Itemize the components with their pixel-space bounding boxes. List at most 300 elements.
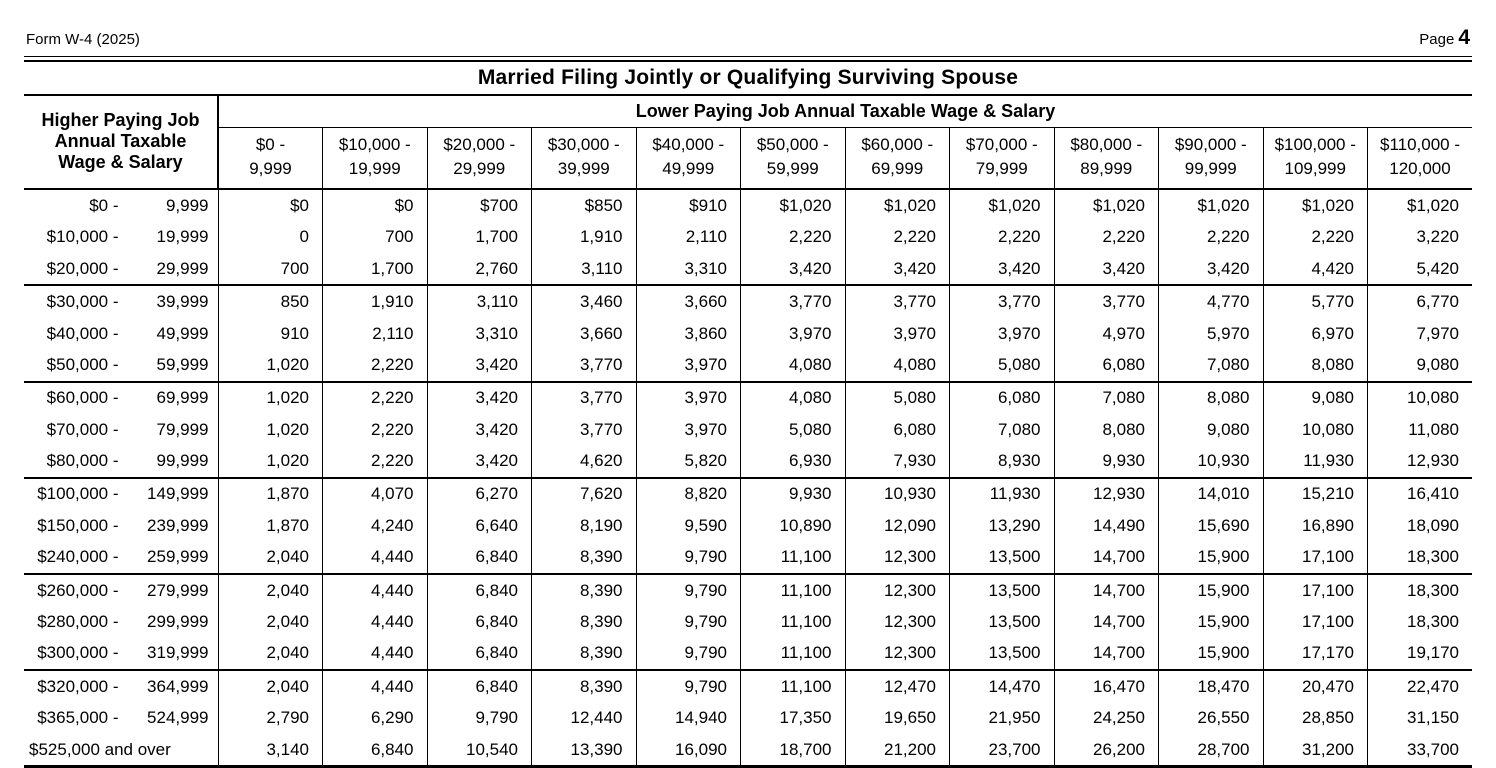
row-range-from: $10,000 - xyxy=(46,227,119,247)
wage-value-cell: 13,500 xyxy=(950,574,1055,606)
column-header-range-from: $10,000 - xyxy=(338,135,411,154)
table-row xyxy=(24,703,1472,734)
wage-value-cell: 4,620 xyxy=(532,445,637,477)
wage-value-cell: 11,930 xyxy=(1263,445,1368,477)
column-header xyxy=(1159,128,1264,190)
wage-value-cell: 16,090 xyxy=(636,734,741,767)
wage-value-cell: 10,930 xyxy=(845,478,950,510)
wage-value-cell: $1,020 xyxy=(1054,189,1159,221)
wage-value-cell: 18,300 xyxy=(1368,574,1473,606)
wage-value-cell: 12,300 xyxy=(845,542,950,574)
wage-value-cell: 8,390 xyxy=(532,542,637,574)
wage-value-cell: 12,300 xyxy=(845,606,950,637)
row-range-to: 239,999 xyxy=(147,515,209,535)
row-range-label xyxy=(24,253,218,285)
wage-value-cell: 10,890 xyxy=(741,510,846,541)
wage-value-cell: 6,080 xyxy=(1054,349,1159,381)
table-row xyxy=(24,285,1472,317)
table-row xyxy=(24,478,1472,510)
column-header-range-to: 120,000 xyxy=(1389,159,1451,179)
table-row xyxy=(24,638,1472,670)
row-range-label xyxy=(24,414,218,445)
column-header xyxy=(532,128,637,190)
column-header xyxy=(636,128,741,190)
wage-value-cell: 9,930 xyxy=(741,478,846,510)
row-range-label xyxy=(24,638,218,670)
wage-value-cell: 9,790 xyxy=(636,670,741,702)
wage-value-cell: 2,790 xyxy=(218,703,323,734)
wage-value-cell: 3,770 xyxy=(532,382,637,414)
wage-value-cell: 1,020 xyxy=(218,414,323,445)
column-header-range-to: 99,999 xyxy=(1184,159,1237,179)
table-title: Married Filing Jointly or Qualifying Surviving Spouse xyxy=(477,66,1019,89)
wage-value-cell: 15,900 xyxy=(1159,574,1264,606)
wage-value-cell: 2,220 xyxy=(323,382,428,414)
row-range-from: $280,000 - xyxy=(37,612,119,632)
wage-value-cell: 3,970 xyxy=(636,382,741,414)
row-range-to: 299,999 xyxy=(147,612,209,632)
wage-value-cell: 9,790 xyxy=(427,703,532,734)
row-range-from: $365,000 - xyxy=(37,708,119,728)
wage-value-cell: 5,080 xyxy=(741,414,846,445)
row-range-label xyxy=(24,606,218,637)
wage-value-cell: $1,020 xyxy=(950,189,1055,221)
row-range-label-text xyxy=(24,259,218,279)
column-header xyxy=(323,128,428,190)
wage-value-cell: $700 xyxy=(427,189,532,221)
wage-value-cell: 2,220 xyxy=(323,349,428,381)
wage-value-cell: 7,930 xyxy=(845,445,950,477)
column-header-range-from: $80,000 - xyxy=(1070,135,1143,154)
wage-value-cell: 4,420 xyxy=(1263,253,1368,285)
wage-value-cell: 12,090 xyxy=(845,510,950,541)
row-range-from: $70,000 - xyxy=(46,419,119,439)
wage-value-cell: 26,550 xyxy=(1159,703,1264,734)
wage-value-cell: 31,150 xyxy=(1368,703,1473,734)
table-row xyxy=(24,445,1472,477)
wage-value-cell: 4,080 xyxy=(741,349,846,381)
row-range-to: 259,999 xyxy=(147,547,209,567)
wage-value-cell: 7,080 xyxy=(1159,349,1264,381)
wage-value-cell: 5,770 xyxy=(1263,285,1368,317)
column-header-range-to: 59,999 xyxy=(766,159,819,179)
wage-value-cell: 8,390 xyxy=(532,670,637,702)
wage-value-cell: 8,390 xyxy=(532,606,637,637)
page-word: Page xyxy=(1419,31,1455,48)
column-header-row xyxy=(24,128,1472,190)
wage-value-cell: 11,080 xyxy=(1368,414,1473,445)
wage-value-cell: 6,840 xyxy=(427,606,532,637)
row-range-label-text xyxy=(24,451,218,471)
column-header-range-to: 39,999 xyxy=(557,159,610,179)
table-row xyxy=(24,189,1472,221)
wage-value-cell: 18,300 xyxy=(1368,542,1473,574)
wage-value-cell: 3,420 xyxy=(1159,253,1264,285)
table-row xyxy=(24,382,1472,414)
wage-value-cell: 2,110 xyxy=(323,318,428,349)
table-row xyxy=(24,349,1472,381)
wage-value-cell: 6,080 xyxy=(950,382,1055,414)
wage-value-cell: 17,100 xyxy=(1263,574,1368,606)
wage-value-cell: 2,220 xyxy=(950,222,1055,253)
wage-table xyxy=(24,94,1472,768)
table-row xyxy=(24,253,1472,285)
row-range-from: $525,000 and over xyxy=(29,739,171,759)
wage-value-cell: 3,110 xyxy=(532,253,637,285)
row-range-to: 39,999 xyxy=(156,292,209,312)
wage-value-cell: 3,970 xyxy=(950,318,1055,349)
table-row xyxy=(24,734,1472,767)
wage-value-cell: 3,770 xyxy=(950,285,1055,317)
row-range-from: $300,000 - xyxy=(37,643,119,663)
row-range-from: $320,000 - xyxy=(37,676,119,696)
wage-value-cell: 11,930 xyxy=(950,478,1055,510)
wage-value-cell: 4,080 xyxy=(845,349,950,381)
wage-value-cell: 3,970 xyxy=(636,349,741,381)
wage-value-cell: 3,460 xyxy=(532,285,637,317)
wage-value-cell: 8,080 xyxy=(1054,414,1159,445)
row-range-to: 19,999 xyxy=(156,227,209,247)
wage-value-cell: 9,080 xyxy=(1159,414,1264,445)
wage-value-cell: 15,210 xyxy=(1263,478,1368,510)
wage-value-cell: 17,100 xyxy=(1263,542,1368,574)
wage-value-cell: 12,300 xyxy=(845,574,950,606)
wage-value-cell: 3,970 xyxy=(845,318,950,349)
column-header-range-to: 109,999 xyxy=(1284,159,1346,179)
row-range-label xyxy=(24,382,218,414)
wage-value-cell: 21,950 xyxy=(950,703,1055,734)
row-range-label xyxy=(24,542,218,574)
row-range-from: $260,000 - xyxy=(37,580,119,600)
form-label: Form W-4 (2025) xyxy=(26,31,140,48)
row-range-label-text xyxy=(24,420,218,440)
wage-value-cell: 20,470 xyxy=(1263,670,1368,702)
wage-value-cell: 14,010 xyxy=(1159,478,1264,510)
wage-value-cell: 18,090 xyxy=(1368,510,1473,541)
wage-value-cell: 11,100 xyxy=(741,638,846,670)
row-range-label xyxy=(24,510,218,541)
column-header-range-from: $90,000 - xyxy=(1174,135,1247,154)
table-row xyxy=(24,222,1472,253)
wage-value-cell: 13,290 xyxy=(950,510,1055,541)
row-range-to: 29,999 xyxy=(156,258,209,278)
row-range-label xyxy=(24,222,218,253)
wage-value-cell: 3,420 xyxy=(427,414,532,445)
wage-value-cell: 13,500 xyxy=(950,638,1055,670)
row-range-label xyxy=(24,574,218,606)
row-range-label-text xyxy=(24,516,218,536)
row-range-label-text xyxy=(24,292,218,312)
wage-value-cell: 12,930 xyxy=(1368,445,1473,477)
wage-value-cell: 3,860 xyxy=(636,318,741,349)
wage-value-cell: 2,040 xyxy=(218,574,323,606)
wage-value-cell: 16,470 xyxy=(1054,670,1159,702)
wage-value-cell: 3,770 xyxy=(845,285,950,317)
wage-value-cell: 14,700 xyxy=(1054,606,1159,637)
wage-value-cell: 700 xyxy=(218,253,323,285)
wage-value-cell: 3,970 xyxy=(741,318,846,349)
wage-value-cell: 2,220 xyxy=(323,414,428,445)
wage-value-cell: 4,080 xyxy=(741,382,846,414)
wage-value-cell: 26,200 xyxy=(1054,734,1159,767)
wage-value-cell: 23,700 xyxy=(950,734,1055,767)
wage-value-cell: 5,080 xyxy=(845,382,950,414)
column-header-range-to: 79,999 xyxy=(975,159,1028,179)
column-header-range-to: 9,999 xyxy=(249,159,292,179)
column-header xyxy=(950,128,1055,190)
wage-value-cell: 9,930 xyxy=(1054,445,1159,477)
wage-value-cell: 8,930 xyxy=(950,445,1055,477)
row-range-to: 69,999 xyxy=(156,388,209,408)
wage-value-cell: 19,650 xyxy=(845,703,950,734)
wage-value-cell: $1,020 xyxy=(1263,189,1368,221)
wage-value-cell: 11,100 xyxy=(741,542,846,574)
wage-value-cell: 6,840 xyxy=(427,542,532,574)
row-range-label-text xyxy=(24,643,218,663)
row-range-label xyxy=(24,703,218,734)
column-header-range-from: $60,000 - xyxy=(861,135,934,154)
wage-value-cell: 8,080 xyxy=(1263,349,1368,381)
column-header-range-to: 29,999 xyxy=(453,159,506,179)
wage-value-cell: 6,270 xyxy=(427,478,532,510)
row-range-label-text xyxy=(24,581,218,601)
wage-value-cell: 33,700 xyxy=(1368,734,1473,767)
row-range-from: $50,000 - xyxy=(46,354,119,374)
row-range-label-text xyxy=(24,677,218,697)
wage-value-cell: 11,100 xyxy=(741,670,846,702)
wage-value-cell: $910 xyxy=(636,189,741,221)
row-range-label xyxy=(24,445,218,477)
row-range-label xyxy=(24,349,218,381)
wage-value-cell: $1,020 xyxy=(741,189,846,221)
wage-value-cell: 1,910 xyxy=(532,222,637,253)
wage-value-cell: 850 xyxy=(218,285,323,317)
column-header xyxy=(1054,128,1159,190)
wage-value-cell: 31,200 xyxy=(1263,734,1368,767)
wage-value-cell: 21,200 xyxy=(845,734,950,767)
wage-value-cell: 4,440 xyxy=(323,542,428,574)
column-header-range-to: 19,999 xyxy=(348,159,401,179)
row-range-label-text xyxy=(24,196,218,216)
wage-value-cell: 17,350 xyxy=(741,703,846,734)
wage-value-cell: 2,220 xyxy=(741,222,846,253)
column-header-range-to: 69,999 xyxy=(871,159,924,179)
wage-value-cell: 3,420 xyxy=(427,445,532,477)
row-range-label xyxy=(24,478,218,510)
wage-value-cell: 13,500 xyxy=(950,542,1055,574)
wage-value-cell: 3,770 xyxy=(532,414,637,445)
wage-value-cell: 14,700 xyxy=(1054,542,1159,574)
page-number-value: 4 xyxy=(1458,26,1470,49)
row-range-to: 79,999 xyxy=(156,419,209,439)
wage-value-cell: 7,620 xyxy=(532,478,637,510)
row-range-from: $40,000 - xyxy=(46,323,119,343)
row-range-from: $60,000 - xyxy=(46,388,119,408)
wage-value-cell: 3,970 xyxy=(636,414,741,445)
row-range-to: 319,999 xyxy=(147,643,209,663)
row-axis-title-line: Higher Paying Job xyxy=(41,109,200,130)
wage-value-cell: 4,770 xyxy=(1159,285,1264,317)
wage-value-cell: 1,870 xyxy=(218,478,323,510)
wage-value-cell: 24,250 xyxy=(1054,703,1159,734)
wage-value-cell: 1,870 xyxy=(218,510,323,541)
column-header-range-from: $40,000 - xyxy=(652,135,725,154)
wage-value-cell: 1,910 xyxy=(323,285,428,317)
wage-value-cell: 8,820 xyxy=(636,478,741,510)
wage-value-cell: 4,440 xyxy=(323,574,428,606)
column-axis-title: Lower Paying Job Annual Taxable Wage & Salary xyxy=(218,95,1472,128)
wage-value-cell: 2,040 xyxy=(218,606,323,637)
wage-value-cell: 12,930 xyxy=(1054,478,1159,510)
column-header-range-from: $20,000 - xyxy=(443,135,516,154)
column-header-range-to: 49,999 xyxy=(662,159,715,179)
row-range-label-text xyxy=(24,740,218,760)
wage-value-cell: 18,700 xyxy=(741,734,846,767)
wage-value-cell: 2,220 xyxy=(845,222,950,253)
row-range-label-text xyxy=(24,355,218,375)
wage-value-cell: 15,900 xyxy=(1159,542,1264,574)
row-range-from: $20,000 - xyxy=(46,258,119,278)
wage-value-cell: 2,110 xyxy=(636,222,741,253)
page-number xyxy=(1419,26,1470,50)
wage-value-cell: 8,390 xyxy=(532,638,637,670)
table-body xyxy=(24,189,1472,767)
wage-value-cell: 17,170 xyxy=(1263,638,1368,670)
wage-value-cell: 10,930 xyxy=(1159,445,1264,477)
wage-value-cell: $1,020 xyxy=(1368,189,1473,221)
row-range-to: 149,999 xyxy=(147,484,209,504)
row-range-label-text xyxy=(24,324,218,344)
column-header-range-from: $30,000 - xyxy=(547,135,620,154)
column-header-range-from: $0 - xyxy=(255,135,286,154)
wage-value-cell: 14,700 xyxy=(1054,638,1159,670)
column-header-range-from: $100,000 - xyxy=(1274,135,1356,154)
row-range-label-text xyxy=(24,547,218,567)
wage-value-cell: $1,020 xyxy=(845,189,950,221)
wage-value-cell: 14,470 xyxy=(950,670,1055,702)
wage-value-cell: 2,760 xyxy=(427,253,532,285)
column-header xyxy=(1263,128,1368,190)
table-row xyxy=(24,606,1472,637)
row-range-label-text xyxy=(24,388,218,408)
wage-value-cell: 5,420 xyxy=(1368,253,1473,285)
column-header xyxy=(741,128,846,190)
wage-value-cell: 1,020 xyxy=(218,382,323,414)
row-range-from: $80,000 - xyxy=(46,451,119,471)
wage-value-cell: 19,170 xyxy=(1368,638,1473,670)
wage-value-cell: 2,220 xyxy=(1054,222,1159,253)
wage-value-cell: 3,770 xyxy=(1054,285,1159,317)
wage-value-cell: 3,310 xyxy=(427,318,532,349)
wage-value-cell: 28,700 xyxy=(1159,734,1264,767)
column-header xyxy=(845,128,950,190)
table-row xyxy=(24,414,1472,445)
wage-value-cell: 18,470 xyxy=(1159,670,1264,702)
wage-value-cell: 2,220 xyxy=(323,445,428,477)
row-axis-title-line: Annual Taxable xyxy=(54,131,187,151)
row-range-from: $240,000 - xyxy=(37,547,119,567)
wage-value-cell: 3,660 xyxy=(532,318,637,349)
wage-value-cell: 15,900 xyxy=(1159,638,1264,670)
wage-value-cell: 7,970 xyxy=(1368,318,1473,349)
column-header-range-from: $50,000 - xyxy=(756,135,829,154)
row-range-from: $30,000 - xyxy=(46,292,119,312)
row-range-label xyxy=(24,189,218,221)
wage-value-cell: 4,240 xyxy=(323,510,428,541)
wage-value-cell: 6,840 xyxy=(323,734,428,767)
column-header xyxy=(1368,128,1473,190)
wage-value-cell: 18,300 xyxy=(1368,606,1473,637)
wage-value-cell: 6,290 xyxy=(323,703,428,734)
row-range-label-text xyxy=(24,484,218,504)
axis-title-row xyxy=(24,95,1472,128)
row-range-label xyxy=(24,670,218,702)
row-range-to: 9,999 xyxy=(165,195,209,215)
wage-value-cell: 3,660 xyxy=(636,285,741,317)
wage-value-cell: 2,040 xyxy=(218,670,323,702)
wage-value-cell: 4,070 xyxy=(323,478,428,510)
wage-value-cell: 22,470 xyxy=(1368,670,1473,702)
wage-value-cell: 6,930 xyxy=(741,445,846,477)
wage-value-cell: 12,440 xyxy=(532,703,637,734)
column-header xyxy=(427,128,532,190)
row-range-from: $100,000 - xyxy=(37,484,119,504)
row-range-label-text xyxy=(24,227,218,247)
wage-value-cell: 5,820 xyxy=(636,445,741,477)
row-axis-title-line: Wage & Salary xyxy=(58,152,183,173)
wage-value-cell: 9,790 xyxy=(636,606,741,637)
wage-value-cell: 5,080 xyxy=(950,349,1055,381)
wage-value-cell: 1,700 xyxy=(323,253,428,285)
table-row xyxy=(24,670,1472,702)
wage-value-cell: 13,390 xyxy=(532,734,637,767)
wage-value-cell: 16,410 xyxy=(1368,478,1473,510)
table-row xyxy=(24,510,1472,541)
wage-value-cell: 9,790 xyxy=(636,542,741,574)
wage-value-cell: 12,470 xyxy=(845,670,950,702)
row-range-to: 524,999 xyxy=(147,708,209,728)
wage-value-cell: 9,790 xyxy=(636,638,741,670)
wage-value-cell: 1,020 xyxy=(218,445,323,477)
wage-value-cell: 8,390 xyxy=(532,574,637,606)
wage-value-cell: 2,040 xyxy=(218,638,323,670)
wage-value-cell: 3,420 xyxy=(427,349,532,381)
column-header xyxy=(218,128,323,190)
wage-value-cell: 3,220 xyxy=(1368,222,1473,253)
wage-value-cell: 7,080 xyxy=(950,414,1055,445)
wage-value-cell: 910 xyxy=(218,318,323,349)
wage-value-cell: 3,420 xyxy=(1054,253,1159,285)
wage-value-cell: 3,770 xyxy=(532,349,637,381)
table-row xyxy=(24,542,1472,574)
wage-value-cell: 17,100 xyxy=(1263,606,1368,637)
wage-value-cell: 14,490 xyxy=(1054,510,1159,541)
table-head xyxy=(24,95,1472,189)
column-header-range-from: $110,000 - xyxy=(1379,135,1461,154)
wage-value-cell: 6,970 xyxy=(1263,318,1368,349)
wage-value-cell: 6,080 xyxy=(845,414,950,445)
row-range-from: $150,000 - xyxy=(37,515,119,535)
wage-value-cell: 12,300 xyxy=(845,638,950,670)
wage-value-cell: 1,020 xyxy=(218,349,323,381)
wage-value-cell: 10,540 xyxy=(427,734,532,767)
column-header-range-to: 89,999 xyxy=(1080,159,1133,179)
wage-value-cell: $850 xyxy=(532,189,637,221)
row-range-to: 364,999 xyxy=(147,676,209,696)
wage-value-cell: $0 xyxy=(218,189,323,221)
wage-value-cell: 11,100 xyxy=(741,606,846,637)
row-range-label-text xyxy=(24,612,218,632)
